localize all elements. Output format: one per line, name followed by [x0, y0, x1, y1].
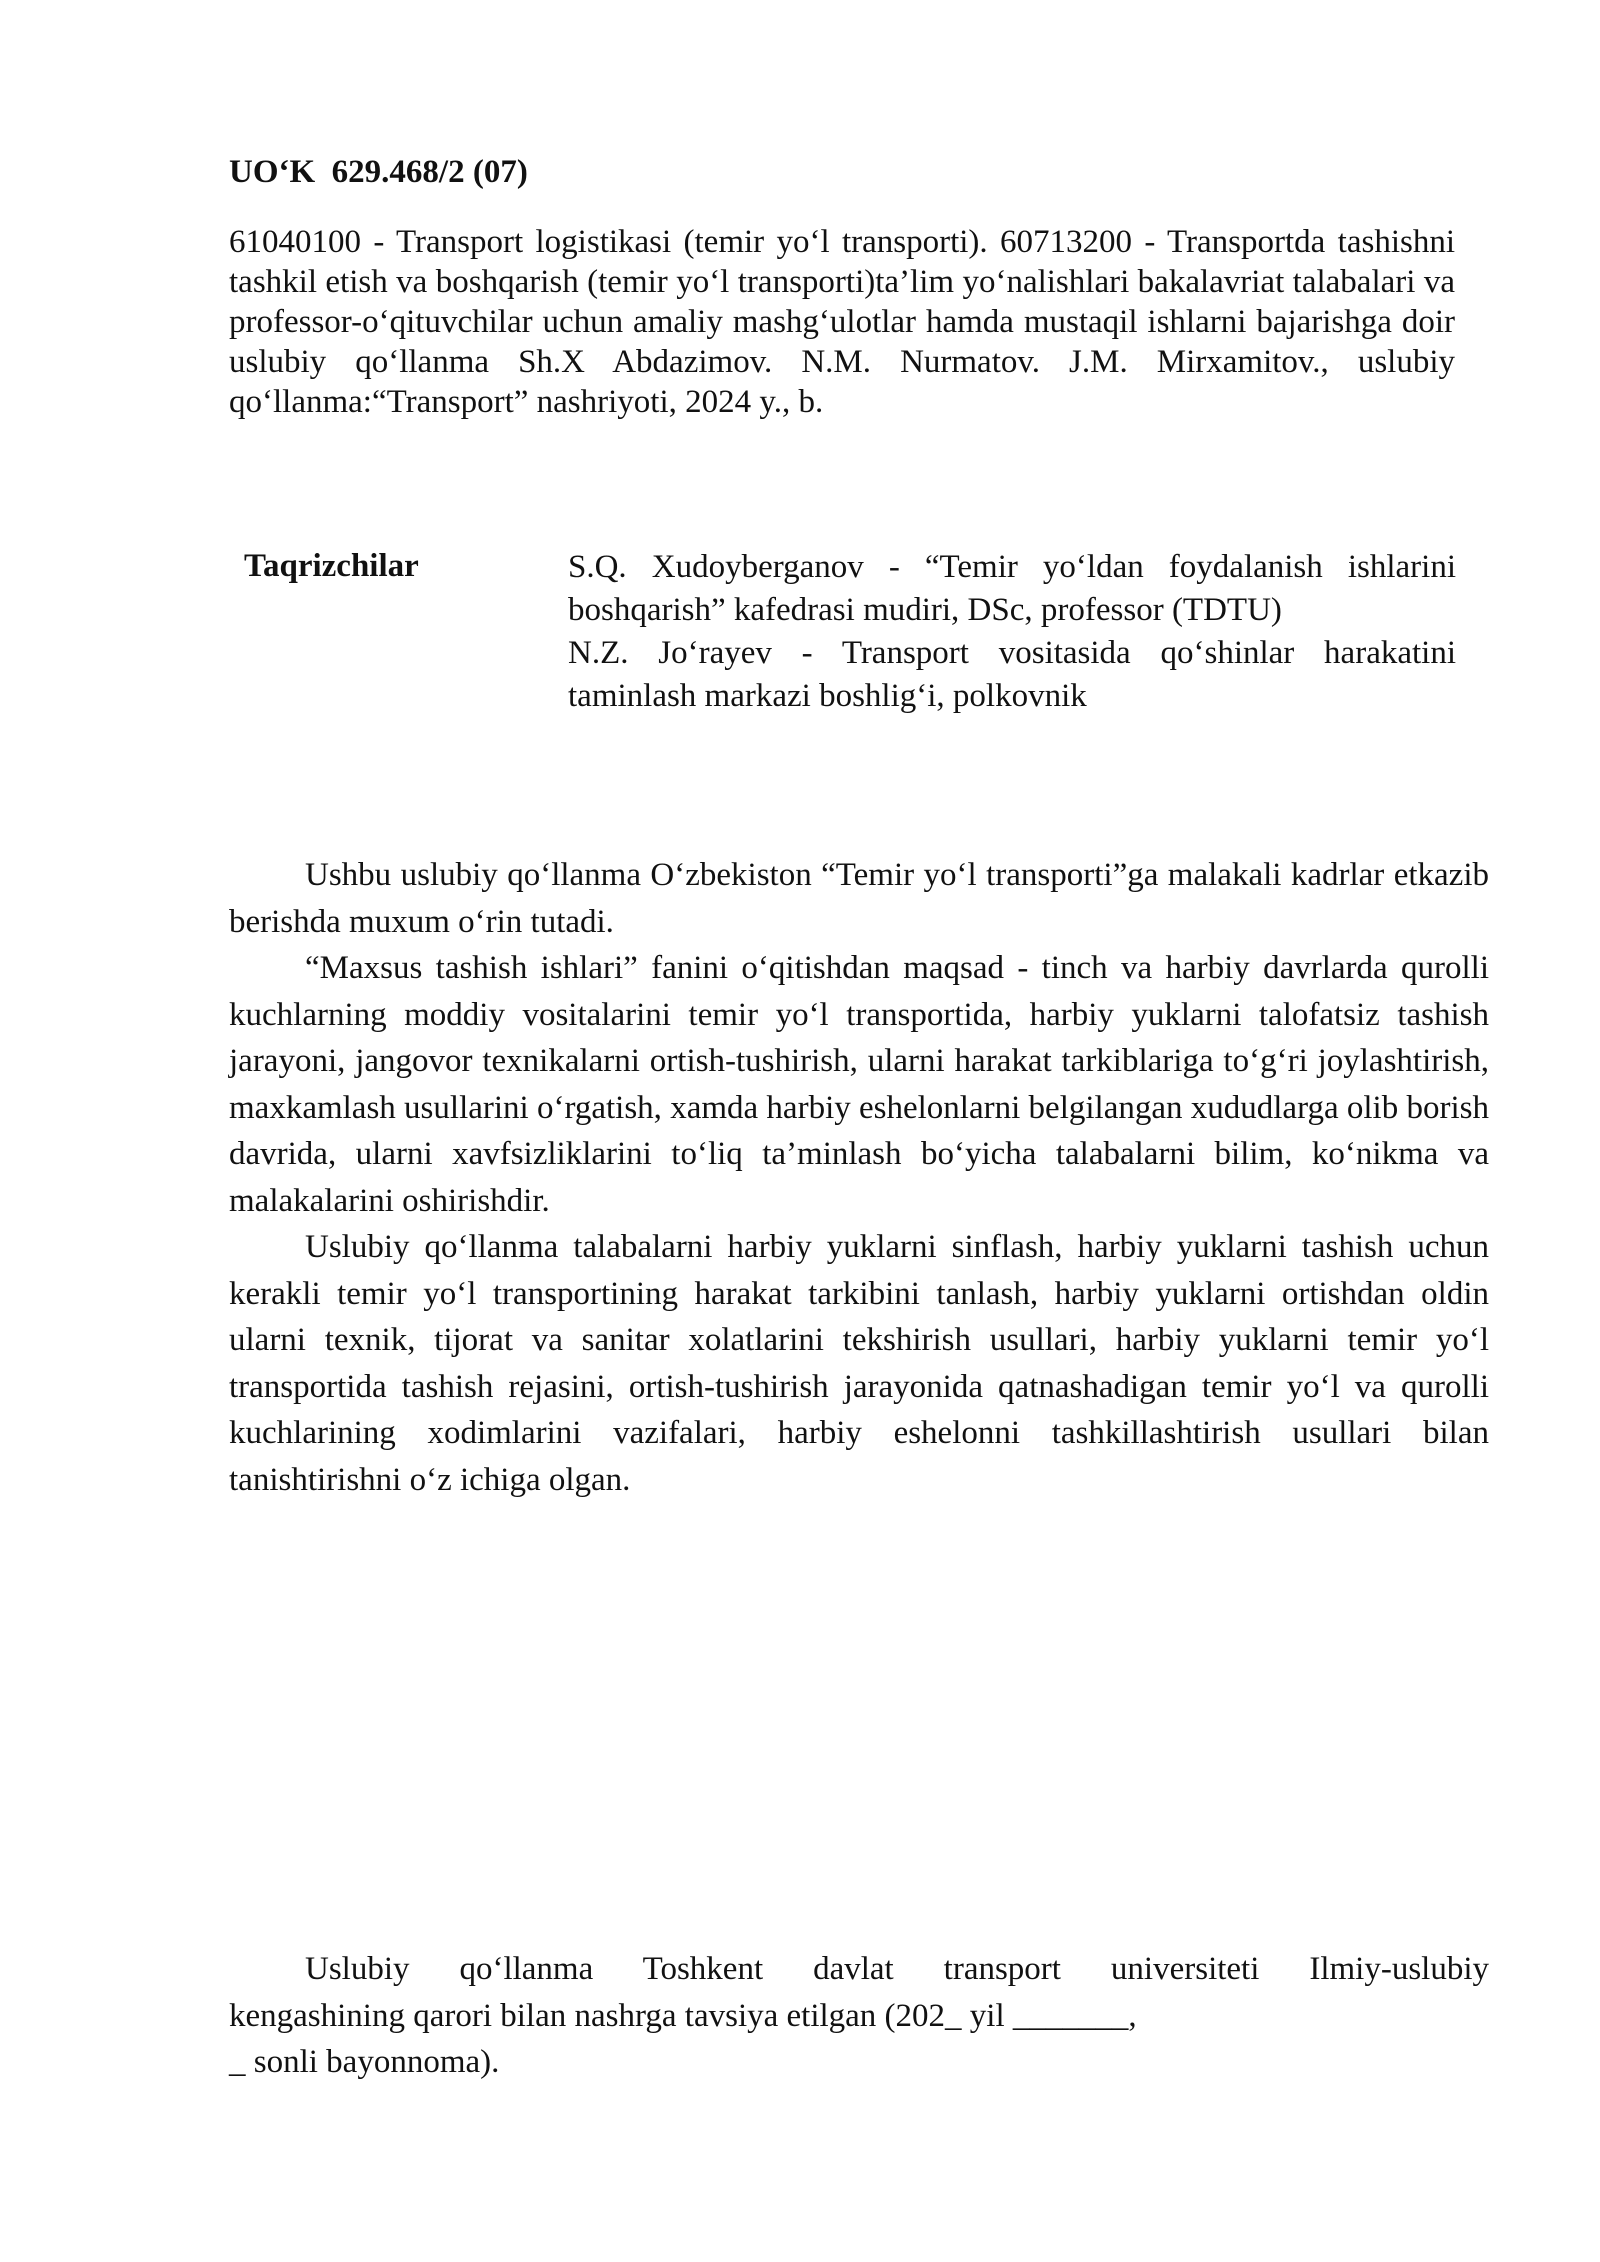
- approval-line: kengashining qarori bilan nashrga tavsiya etilgan (202_ yil _______,: [229, 1997, 1137, 2034]
- bibliographic-description: 61040100 - Transport logistikasi (temir yo‘l transporti). 60713200 - Transportda tashishni tashkil etish va boshqarish (temir yo‘l transporti)ta’lim yo‘nalishlari bakalavriat talabalari va professor-o‘qituvchilar uchun amaliy mashg‘ulotlar hamda mustaqil ishlarni bajarishga doir uslubiy qo‘llanma Sh.X Abdazimov. N.M. Nurmatov. J.M. Mirxamitov., uslubiy qo‘llanma:“Transport” nashriyoti, 2024 y., b.: [229, 224, 1455, 420]
- reviewers-label: Taqrizchilar: [244, 548, 419, 584]
- udc-code: UO‘K 629.468/2 (07): [229, 154, 528, 190]
- approval-line: Uslubiy qo‘llanma Toshkent davlat transport universiteti Ilmiy-uslubiy: [305, 1951, 1489, 1987]
- abstract-paragraph: Ushbu uslubiy qo‘llanma O‘zbekiston “Temir yo‘l transporti”ga malakali kadrlar etkazib berishda muxum o‘rin tutadi.: [229, 857, 1489, 940]
- abstract-paragraph: “Maxsus tashish ishlari” fanini o‘qitishdan maqsad - tinch va harbiy davrlarda qurolli kuchlarning moddiy vositalarini temir yo‘l transportida, harbiy yuklarni talofatsiz tashish jarayoni, jangovor texnikalarni ortish-tushirish, ularni harakat tarkiblariga to‘g‘ri joylashtirish, maxkamlash usullarini o‘rgatish, xamda harbiy eshelonlarni belgilangan xududlarga olib borish davrida, ularni xavfsizliklarini to‘liq ta’minlash bo‘yicha talabalarni bilim, ko‘nikma va malakalarini oshirishdir.: [229, 950, 1489, 1219]
- approval-note: [229, 1946, 1489, 2086]
- reviewer-entry: N.Z. Jo‘rayev - Transport vositasida qo‘shinlar harakatini taminlash markazi boshlig‘i, polkovnik: [568, 635, 1456, 714]
- abstract-paragraph: Uslubiy qo‘llanma talabalarni harbiy yuklarni sinflash, harbiy yuklarni tashish uchun kerakli temir yo‘l transportining harakat tarkibini tanlash, harbiy yuklarni ortishdan oldin ularni texnik, tijorat va sanitar xolatlarini tekshirish usullari, harbiy yuklarni temir yo‘l transportida tashish rejasini, ortish-tushirish jarayonida qatnashadigan temir yo‘l va qurolli kuchlarining xodimlarini vazifalari, harbiy eshelonni tashkillashtirish usullari bilan tanishtirishni o‘z ichiga olgan.: [229, 1229, 1489, 1498]
- abstract: [229, 852, 1489, 1503]
- reviewer-entry: S.Q. Xudoyberganov - “Temir yo‘ldan foydalanish ishlarini boshqarish” kafedrasi mudiri, DSc, professor (TDTU): [568, 549, 1456, 628]
- reviewers-list: [568, 546, 1456, 718]
- approval-line: _ sonli bayonnoma).: [229, 2044, 500, 2080]
